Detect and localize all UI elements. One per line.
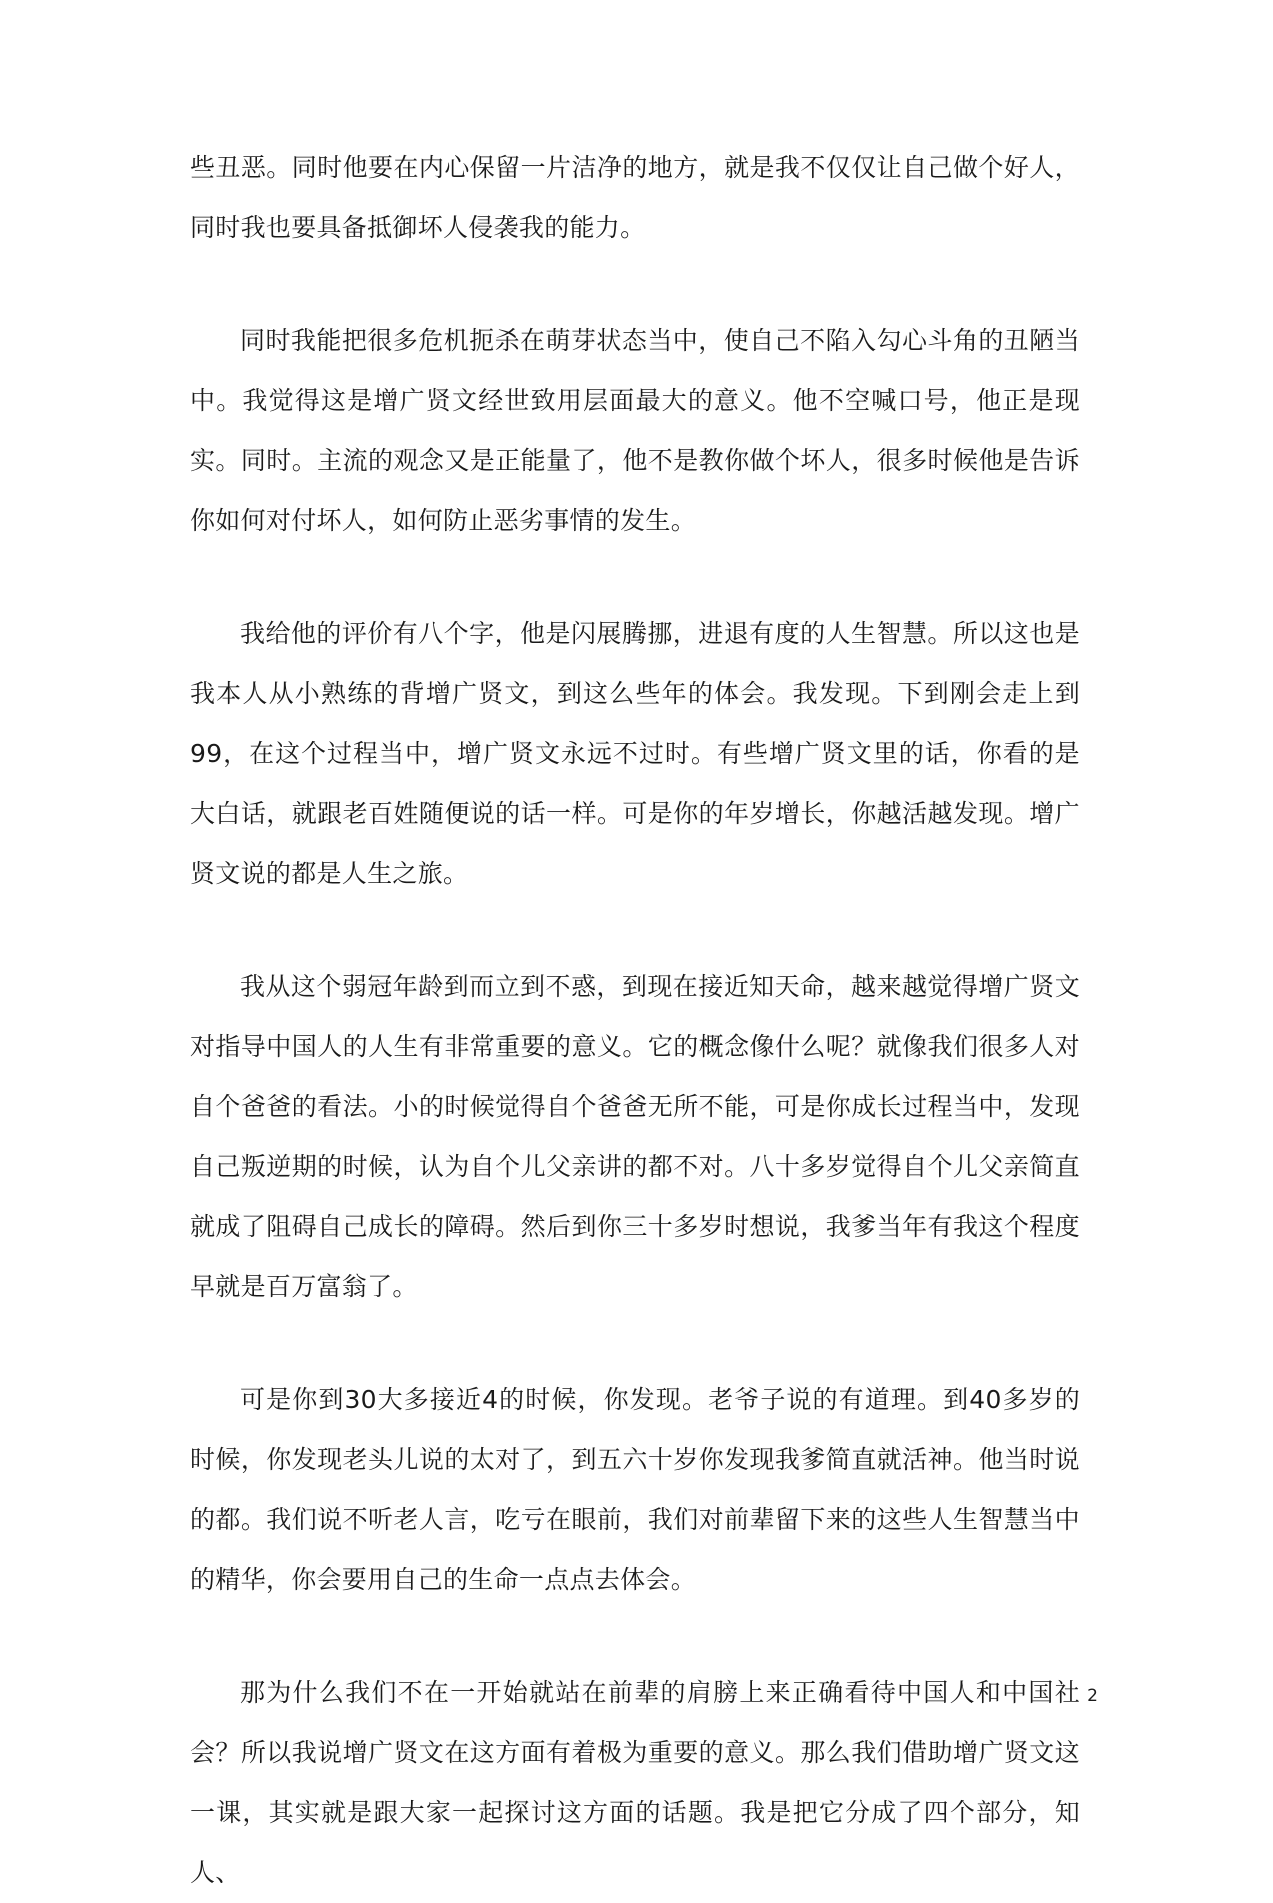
paragraph-1: 些丑恶。同时他要在内心保留一片洁净的地方，就是我不仅仅让自己做个好人，同时我也要具备抵御坏人侵袭我的能力。 [190,153,1080,242]
paragraph-4: 我从这个弱冠年龄到而立到不惑，到现在接近知天命，越来越觉得增广贤文对指导中国人的人生有非常重要的意义。它的概念像什么呢？就像我们很多人对自个爸爸的看法。小的时候觉得自个爸爸无所不能，可是你成长过程当中，发现自己叛逆期的时候，认为自个儿父亲讲的都不对。八十多岁觉得自个儿父亲简直就成了阻碍自己成长的障碍。然后到你三十多岁时想说，我爹当年有我这个程度早就是百万富翁了。 [190,972,1080,1301]
paragraph-5: 可是你到30大多接近4的时候，你发现。老爷子说的有道理。到40多岁的时候，你发现老头儿说的太对了，到五六十岁你发现我爹简直就活神。他当时说的都。我们说不听老人言，吃亏在眼前，我们对前辈留下来的这些人生智慧当中的精华，你会要用自己的生命一点点去体会。 [190,1385,1080,1594]
document-body [190,138,1080,1903]
paragraph-2: 同时我能把很多危机扼杀在萌芽状态当中，使自己不陷入勾心斗角的丑陋当中。我觉得这是增广贤文经世致用层面最大的意义。他不空喊口号，他正是现实。同时。主流的观念又是正能量了，他不是教你做个坏人，很多时候他是告诉你如何对付坏人，如何防止恶劣事情的发生。 [190,326,1080,535]
page-number: 2 [1087,1686,1098,1706]
paragraph-3: 我给他的评价有八个字，他是闪展腾挪，进退有度的人生智慧。所以这也是我本人从小熟练的背增广贤文，到这么些年的体会。我发现。下到刚会走上到99，在这个过程当中，增广贤文永远不过时。有些增广贤文里的话，你看的是大白话，就跟老百姓随便说的话一样。可是你的年岁增长，你越活越发现。增广贤文说的都是人生之旅。 [190,619,1080,888]
paragraph-6: 那为什么我们不在一开始就站在前辈的肩膀上来正确看待中国人和中国社会？所以我说增广贤文在这方面有着极为重要的意义。那么我们借助增广贤文这一课，其实就是跟大家一起探讨这方面的话题。我是把它分成了四个部分，知人、 [190,1678,1080,1887]
